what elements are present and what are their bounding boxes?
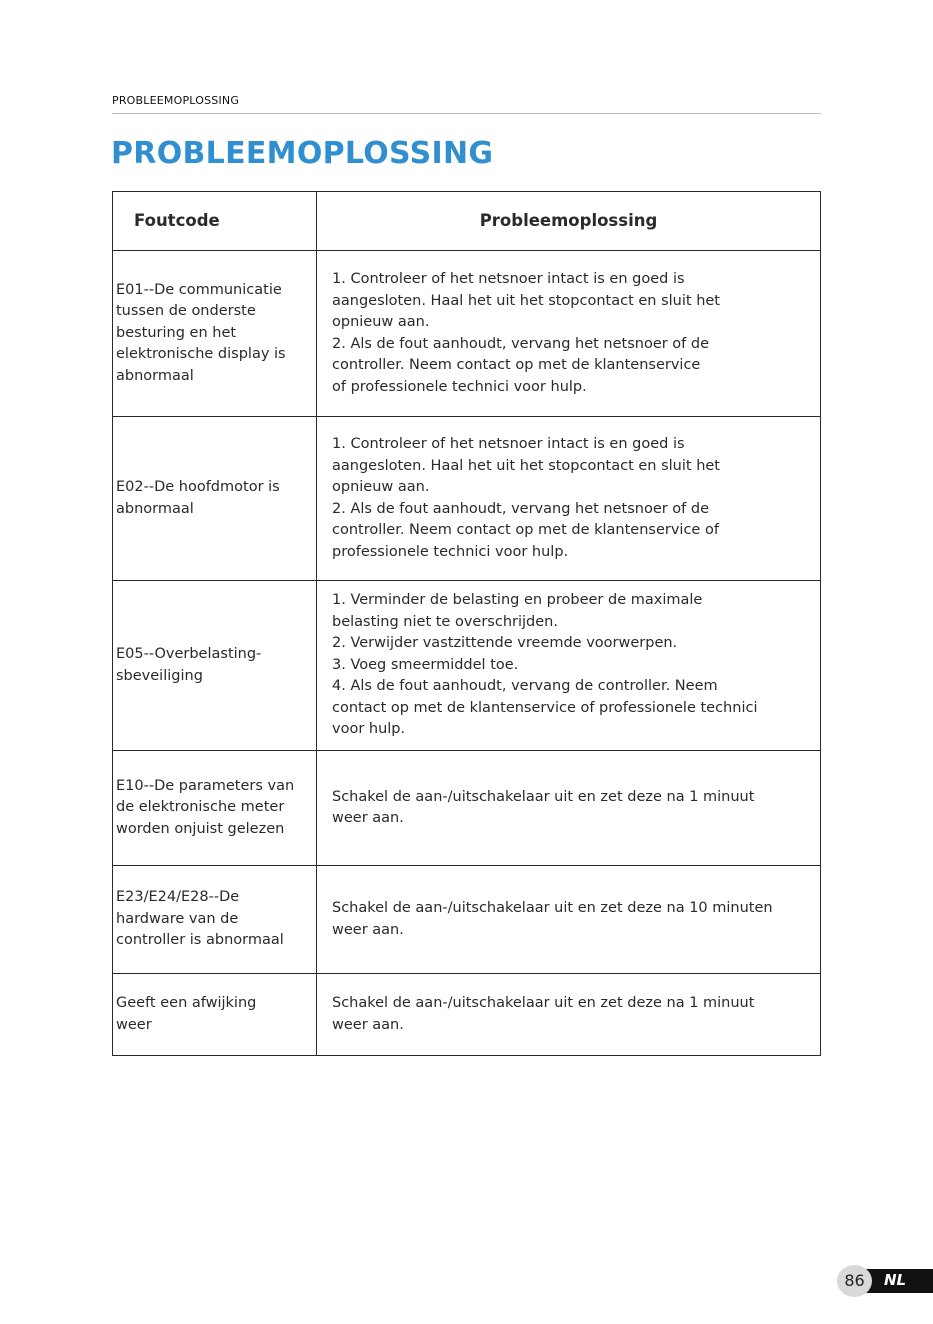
page-title: PROBLEEMOPLOSSING	[111, 136, 494, 171]
fault-code-cell: E02--De hoofdmotor is abnormaal	[113, 417, 317, 581]
solution-cell: 1. Controleer of het netsnoer intact is en goed is aangesloten. Haal het uit het stopcontact en sluit het opnieuw aan. 2. Als de fout aanhoudt, vervang het netsnoer of de controller. Neem contact op met de klantenservice of professionele technici voor hulp.	[317, 417, 821, 581]
language-label: NL	[884, 1271, 907, 1289]
fault-code-cell: E01--De communicatie tussen de onderste besturing en het elektronische display is abnormaal	[113, 251, 317, 417]
fault-code-table	[112, 191, 821, 1056]
table-row	[113, 417, 821, 581]
table-row	[113, 866, 821, 974]
fault-code-cell: Geeft een afwijking weer	[113, 974, 317, 1056]
solution-cell: 1. Controleer of het netsnoer intact is en goed is aangesloten. Haal het uit het stopcontact en sluit het opnieuw aan. 2. Als de fout aanhoudt, vervang het netsnoer of de controller. Neem contact op met de klantenservice of professionele technici voor hulp.	[317, 251, 821, 417]
table-row	[113, 751, 821, 866]
table-row	[113, 974, 821, 1056]
page-number-badge: 86	[837, 1265, 872, 1297]
running-header: PROBLEEMOPLOSSING	[112, 94, 240, 107]
table-header-row	[113, 192, 821, 251]
solution-cell: Schakel de aan-/uitschakelaar uit en zet deze na 1 minuut weer aan.	[317, 974, 821, 1056]
solution-cell: Schakel de aan-/uitschakelaar uit en zet deze na 1 minuut weer aan.	[317, 751, 821, 866]
table-row	[113, 581, 821, 751]
column-header-fault-code: Foutcode	[113, 192, 317, 251]
table-row	[113, 251, 821, 417]
header-divider	[112, 113, 821, 114]
fault-code-cell: E10--De parameters van de elektronische meter worden onjuist gelezen	[113, 751, 317, 866]
solution-cell: 1. Verminder de belasting en probeer de maximale belasting niet te overschrijden. 2. Verwijder vastzittende vreemde voorwerpen. 3. Voeg smeermiddel toe. 4. Als de fout aanhoudt, vervang de controller. Neem contact op met de klantenservice of professionele technici voor hulp.	[317, 581, 821, 751]
solution-cell: Schakel de aan-/uitschakelaar uit en zet deze na 10 minuten weer aan.	[317, 866, 821, 974]
fault-code-cell: E23/E24/E28--De hardware van de controller is abnormaal	[113, 866, 317, 974]
column-header-troubleshooting: Probleemoplossing	[317, 192, 821, 251]
fault-code-cell: E05--Overbelasting- sbeveiliging	[113, 581, 317, 751]
